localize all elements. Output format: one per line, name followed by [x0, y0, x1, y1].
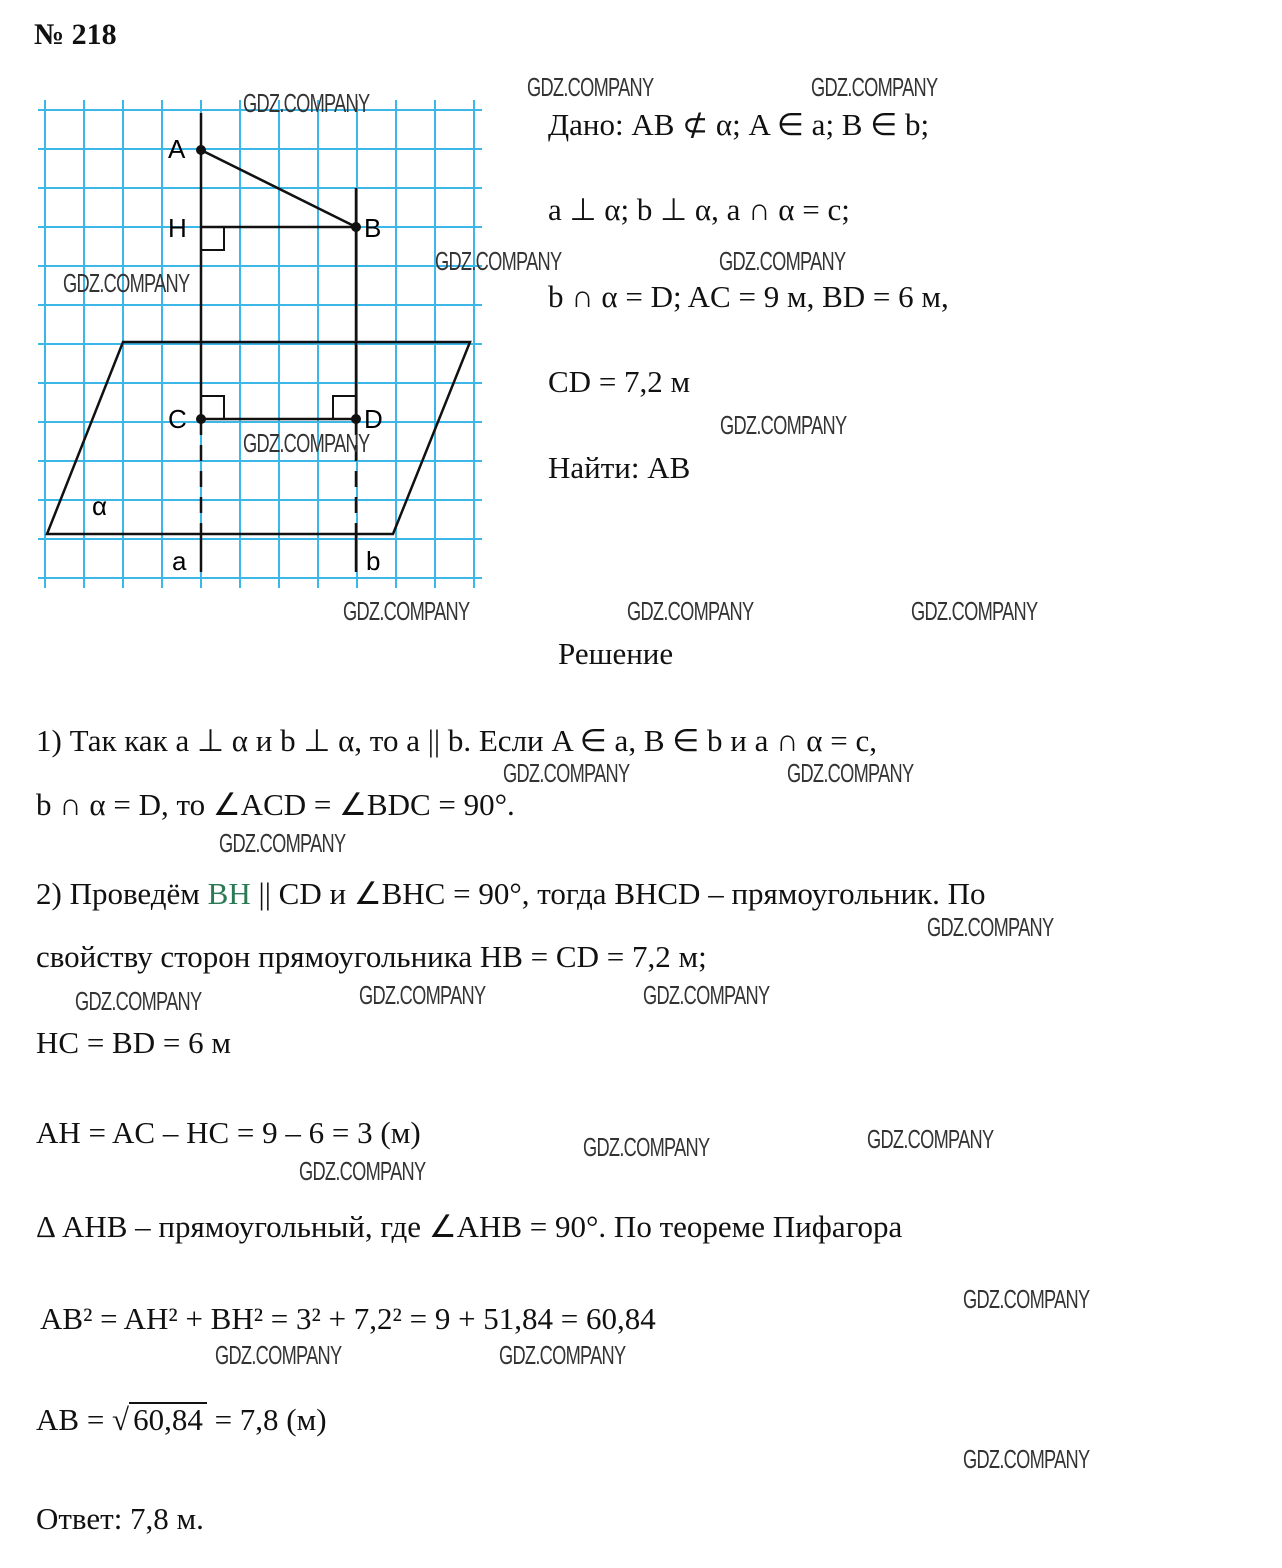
watermark: GDZ.COMPANY — [927, 912, 1054, 942]
solution-heading: Решение — [558, 636, 674, 671]
watermark: GDZ.COMPANY — [63, 268, 190, 298]
label-line-b: b — [366, 546, 381, 576]
watermark: GDZ.COMPANY — [643, 980, 770, 1010]
watermark: GDZ.COMPANY — [219, 828, 346, 858]
right-angle-h — [201, 227, 224, 250]
given-line-2: a ⊥ α; b ⊥ α, a ∩ α = c; — [548, 192, 850, 227]
step-6: AB² = AH² + BH² = 3² + 7,2² = 9 + 51,84 = 60,84 — [40, 1301, 656, 1336]
given-line-3: b ∩ α = D; AC = 9 м, BD = 6 м, — [548, 279, 949, 314]
label-d: D — [364, 404, 383, 434]
watermark: GDZ.COMPANY — [243, 88, 370, 118]
label-line-a: a — [172, 546, 187, 576]
answer: Ответ: 7,8 м. — [36, 1501, 204, 1536]
label-a: A — [168, 134, 186, 164]
watermark: GDZ.COMPANY — [299, 1156, 426, 1186]
problem-number: № 218 — [34, 18, 117, 51]
point-c — [196, 414, 206, 424]
step-7 — [36, 1402, 327, 1437]
watermark: GDZ.COMPANY — [75, 986, 202, 1016]
watermark: GDZ.COMPANY — [719, 246, 846, 276]
text: 2) Проведём — [36, 876, 208, 911]
watermark: GDZ.COMPANY — [503, 758, 630, 788]
watermark: GDZ.COMPANY — [343, 596, 470, 626]
step-2a — [36, 877, 986, 911]
step-1b: b ∩ α = D, то ∠ACD = ∠BDC = 90°. — [36, 787, 515, 822]
given-line-4: CD = 7,2 м — [548, 364, 691, 399]
label-c: C — [168, 404, 187, 434]
step-5: Δ AHB – прямоугольный, где ∠AHB = 90°. По теореме Пифагора — [36, 1209, 903, 1244]
label-h: H — [168, 213, 187, 243]
text: || CD и ∠BHC = 90°, тогда BHCD – прямоугольник. По — [250, 876, 986, 911]
step-2b: свойству сторон прямоугольника HB = CD = 7,2 м; — [36, 939, 707, 974]
given-line-1: Дано: AB ⊄ α; A ∈ a; B ∈ b; — [548, 107, 930, 142]
find-line: Найти: AB — [548, 450, 691, 485]
step-4: AH = AC – HC = 9 – 6 = 3 (м) — [36, 1115, 421, 1150]
watermark: GDZ.COMPANY — [787, 758, 914, 788]
watermark: GDZ.COMPANY — [243, 428, 370, 458]
label-alpha: α — [92, 491, 108, 521]
watermark: GDZ.COMPANY — [359, 980, 486, 1010]
label-b: B — [364, 213, 382, 243]
watermark: GDZ.COMPANY — [720, 410, 847, 440]
watermark: GDZ.COMPANY — [963, 1284, 1090, 1314]
watermark: GDZ.COMPANY — [811, 72, 938, 102]
point-b — [351, 222, 361, 232]
watermark: GDZ.COMPANY — [583, 1132, 710, 1162]
watermark: GDZ.COMPANY — [435, 246, 562, 276]
watermark: GDZ.COMPANY — [527, 72, 654, 102]
text: = 7,8 (м) — [206, 1402, 327, 1437]
watermark: GDZ.COMPANY — [499, 1340, 626, 1370]
watermark: GDZ.COMPANY — [627, 596, 754, 626]
text: AB = √ — [36, 1402, 130, 1437]
radicand: 60,84 — [129, 1402, 207, 1435]
watermark: GDZ.COMPANY — [867, 1124, 994, 1154]
step-1a: 1) Так как a ⊥ α и b ⊥ α, то a || b. Если A ∈ a, B ∈ b и a ∩ α = c, — [36, 723, 877, 758]
step-3: HC = BD = 6 м — [36, 1025, 231, 1060]
watermark: GDZ.COMPANY — [963, 1444, 1090, 1474]
watermark: GDZ.COMPANY — [215, 1340, 342, 1370]
watermark: GDZ.COMPANY — [911, 596, 1038, 626]
text-highlight: BH — [207, 876, 251, 911]
point-a — [196, 145, 206, 155]
point-d — [351, 414, 361, 424]
